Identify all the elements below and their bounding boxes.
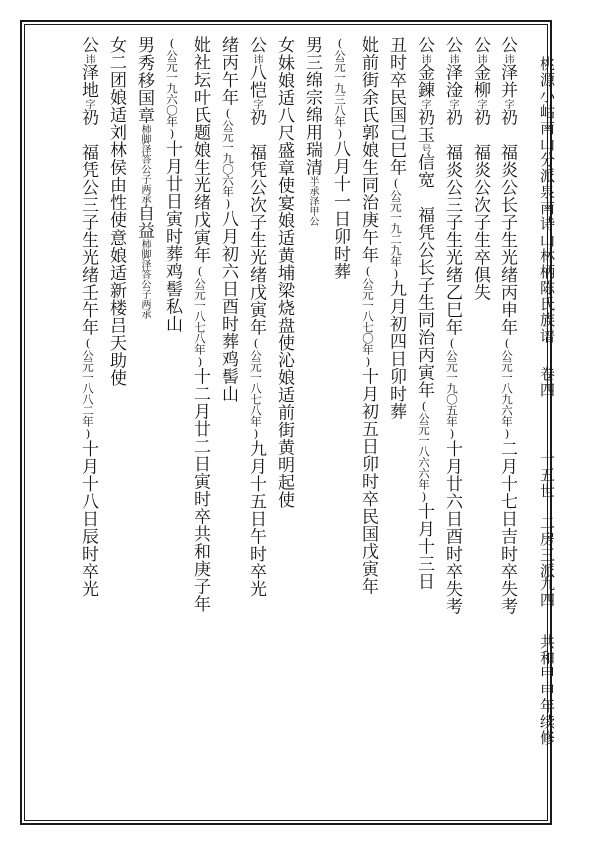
annotation-text: 柿脚泽答公子两承: [139, 238, 150, 319]
generation-label: 十五世 二房三派: [538, 451, 556, 579]
annotation-text: 字: [447, 98, 458, 109]
text-column-c4: [414, 36, 434, 590]
annotation-text: 字: [502, 98, 513, 109]
text-column-c11: [218, 36, 238, 403]
annotation-text: 字: [419, 98, 430, 109]
entry-text: 沁娘适前街黄明起使: [274, 351, 294, 509]
year-note: (公元一九〇五年): [445, 336, 459, 440]
annotation-text: 讳: [475, 53, 486, 64]
text-column-c14: [134, 36, 154, 319]
entry-text: 自益: [134, 203, 154, 239]
entry-text: 礽 福凭公三子生光绪壬午年: [78, 108, 98, 336]
year-note: (公元一八七八年): [193, 263, 207, 368]
entry-text: 十月初五日卯时卒民国戊寅年: [358, 367, 378, 595]
text-column-c1: [497, 36, 517, 615]
entry-text: 公: [442, 36, 462, 54]
text-column-c16: [78, 36, 98, 598]
annotation-text: 讳: [83, 53, 94, 64]
entry-text: 金柳: [470, 63, 490, 99]
year-note: (公元一八九六年): [500, 336, 514, 440]
entry-text: 女二: [106, 36, 126, 71]
year-note: (公元一九〇六年): [221, 106, 235, 210]
entry-text: 绵用: [302, 106, 322, 141]
entry-text: 绵宗: [302, 71, 322, 106]
year-note: (公元一九六〇年): [165, 36, 179, 140]
year-note: (公元一八八二年): [81, 336, 95, 440]
annotation-text: 讳: [251, 53, 262, 64]
entry-text: 泽地: [78, 63, 98, 99]
entry-text: 礽 福凭公次子生光绪戊寅年: [246, 108, 266, 336]
entry-text: 妣前街余氏郭娘生同治庚午年: [358, 36, 378, 264]
entry-text: 瑞清: [302, 141, 322, 176]
annotation-text: 字: [83, 98, 94, 109]
entry-text: 绪丙午年: [218, 36, 238, 106]
annotation-text: 讳: [419, 53, 430, 64]
entry-text: 礽 福炎公次子生卒俱失: [470, 108, 490, 301]
year-note: (公元一八六六年): [417, 398, 431, 503]
year-note: (公元一八七八年): [249, 336, 263, 440]
entry-text: 公: [497, 36, 517, 54]
text-column-c2: [470, 36, 490, 301]
text-column-c13: [162, 36, 182, 333]
entry-text: 妹娘适八尺盛章使: [274, 53, 294, 194]
entry-text: 十月十三日: [414, 502, 434, 590]
text-column-c6: [358, 36, 378, 595]
year-note: (公元一九三八年): [333, 36, 347, 140]
entry-text: 公: [246, 36, 266, 54]
entry-text: 十月十八日辰时卒光: [78, 440, 98, 598]
entry-text: 八月初六日酉时葬鸡髻山: [218, 210, 238, 403]
text-column-c5: [386, 36, 406, 420]
entry-text: 金錬: [414, 63, 434, 99]
entry-text: 八恺: [246, 63, 266, 99]
entry-text: 二月十七日吉时卒失考: [497, 440, 517, 615]
entry-text: 十二月廿二日寅时卒共和庚子年: [190, 367, 210, 613]
entry-text: 八月十一日卯时葬: [330, 140, 350, 280]
entry-text: 礽玉: [414, 108, 434, 144]
entry-text: 泽并: [497, 63, 517, 99]
annotation-text: 号: [419, 143, 430, 154]
volume-label: 卷四: [538, 366, 556, 398]
text-column-c8: [302, 36, 322, 226]
annotation-text: 讳: [447, 53, 458, 64]
text-column-c12: [190, 36, 210, 613]
entry-text: 礽 福炎公三子生光绪乙巳年: [442, 108, 462, 336]
entry-text: 妣社坛叶氏题娘生光绪戊寅年: [190, 36, 210, 264]
entry-text: 团娘适刘林侯由性使: [106, 71, 126, 229]
revision-label: 共和甲申年续修: [538, 634, 556, 746]
entry-text: 男: [134, 36, 154, 54]
entry-text: 九月初四日卯时葬: [386, 280, 406, 420]
year-note: (公元一九二九年): [389, 176, 403, 280]
entry-text: 公: [414, 36, 434, 54]
text-column-c15: [106, 36, 126, 386]
entry-text: 泽淦: [442, 63, 462, 99]
text-column-c10: [246, 36, 266, 598]
text-column-c9: [274, 36, 294, 509]
entry-text: 男三: [302, 36, 322, 71]
annotation-text: 半承泽甲公: [307, 176, 318, 226]
entry-text: 九月十五日午时卒光: [246, 440, 266, 598]
entry-text: 公: [470, 36, 490, 54]
entry-text: 公: [78, 36, 98, 54]
annotation-text: 讳: [502, 53, 513, 64]
book-title: 桃源小岵南山分派泉南诗山林柄陈氏族谱: [538, 56, 556, 344]
entry-text: 十月廿六日酉时卒失考: [442, 440, 462, 615]
entry-text: 礽 福炎公长子生光绪丙申年: [497, 108, 517, 336]
entry-text: 秀移: [134, 53, 154, 89]
entry-text: 宴娘适黄埔梁烧盘使: [274, 193, 294, 351]
text-column-c3: [442, 36, 462, 615]
entry-text: 丑时卒民国己巳年: [386, 36, 406, 176]
annotation-text: 字: [475, 98, 486, 109]
text-column-c7: [330, 36, 350, 280]
annotation-text: 字: [251, 98, 262, 109]
entry-text: 信宽 福凭公长子生同治丙寅年: [414, 153, 434, 399]
page-number: 九四: [538, 576, 556, 608]
entry-text: 女: [274, 36, 294, 54]
annotation-text: 柿脚泽答公子两承: [139, 123, 150, 204]
entry-text: 十月廿日寅时葬鸡髻私山: [162, 140, 182, 333]
year-note: (公元一八七〇年): [361, 263, 375, 368]
entry-text: 意娘适新楼吕天助使: [106, 228, 126, 386]
entry-text: 国章: [134, 88, 154, 124]
